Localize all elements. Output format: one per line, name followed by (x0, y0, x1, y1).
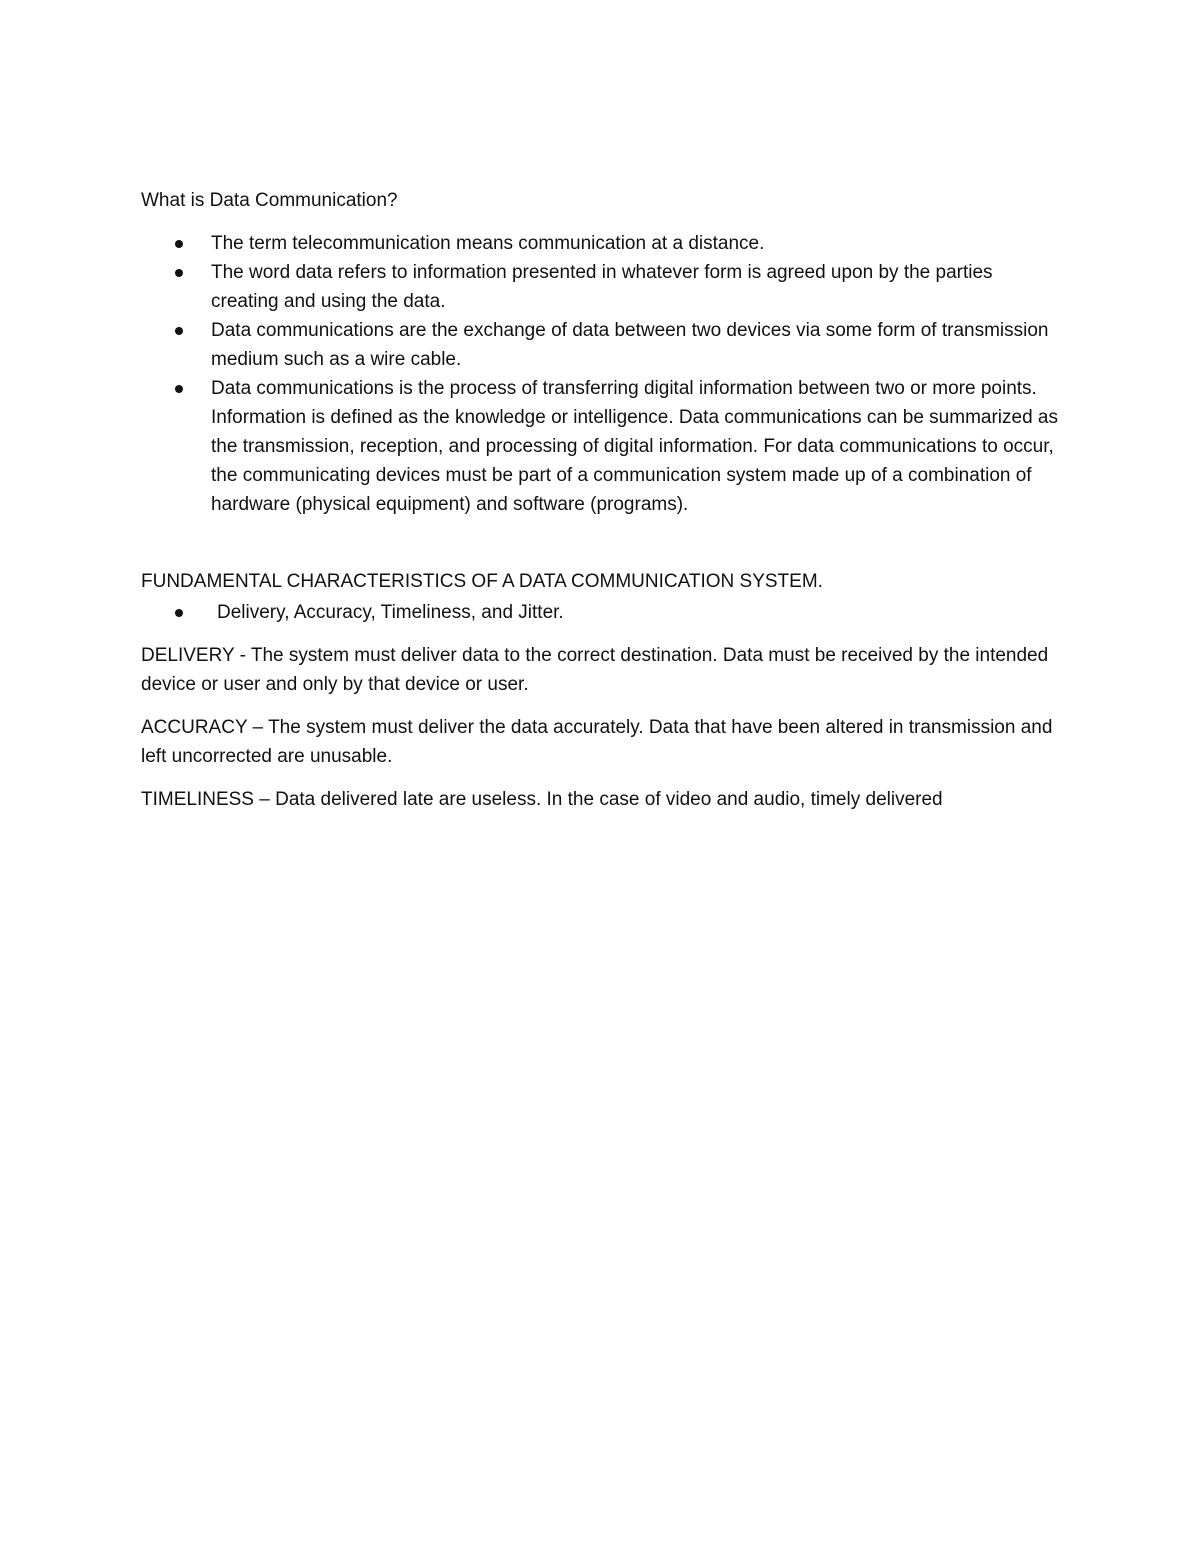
bullet-dot-icon (175, 269, 183, 277)
delivery-paragraph: DELIVERY - The system must deliver data to the correct destination. Data must be received by the intended device or user and only by that device or user. (141, 645, 1049, 695)
list-item-text: The word data refers to information presented in whatever form is agreed upon by the parties creating and using the data. (211, 262, 993, 312)
list-item-text: The term telecommunication means communication at a distance. (211, 233, 765, 254)
document-title: What is Data Communication? (141, 190, 398, 211)
accuracy-paragraph: ACCURACY – The system must deliver the data accurately. Data that have been altered in transmission and left uncorrected are unusable. (141, 717, 1053, 767)
timeliness-paragraph: TIMELINESS – Data delivered late are useless. In the case of video and audio, timely delivered (141, 789, 943, 810)
list-item (141, 374, 1061, 519)
list-item-text: Data communications are the exchange of data between two devices via some form of transmission medium such as a wire cable. (211, 320, 1049, 370)
list-item (141, 316, 1061, 374)
bullet-dot-icon (175, 327, 183, 335)
list-item-text: Data communications is the process of transferring digital information between two or more points. Information is defined as the knowledge or intelligence. Data communications can be summarized as the transmission, reception, and processing of digital information. For data communications to occur, the communicating devices must be part of a communication system made up of a combination of hardware (physical equipment) and software (programs). (211, 378, 1059, 515)
list-item (141, 229, 1061, 258)
list-item-text: Delivery, Accuracy, Timeliness, and Jitter. (217, 602, 564, 623)
list-item (141, 598, 1061, 627)
bullet-dot-icon (175, 240, 183, 248)
bullet-dot-icon (175, 609, 183, 617)
bullet-dot-icon (175, 385, 183, 393)
list-item (141, 258, 1061, 316)
characteristics-list (141, 598, 1061, 627)
definition-list (141, 229, 1061, 519)
document-page (141, 186, 1061, 814)
section-heading: FUNDAMENTAL CHARACTERISTICS OF A DATA COMMUNICATION SYSTEM. (141, 571, 823, 592)
